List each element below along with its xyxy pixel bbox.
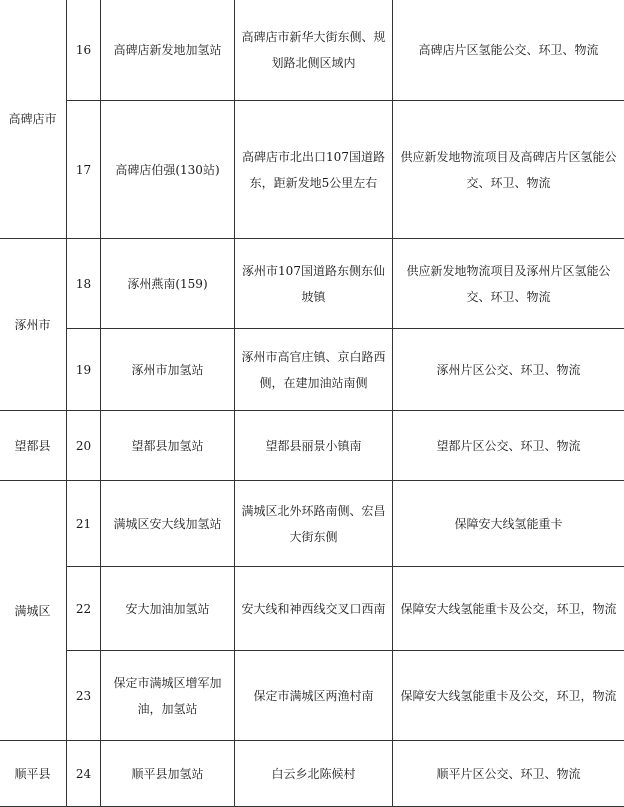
- station-purpose: 顺平片区公交、环卫、物流: [393, 741, 624, 807]
- station-location: 高碑店市北出口107国道路东，距新发地5公里左右: [235, 101, 393, 239]
- station-location: 白云乡北陈候村: [235, 741, 393, 807]
- station-purpose: 望都片区公交、环卫、物流: [393, 411, 624, 481]
- region-cell: 顺平县: [0, 741, 67, 807]
- station-name: 涿州燕南(159): [101, 239, 235, 329]
- row-number: 20: [67, 411, 101, 481]
- station-name: 高碑店新发地加氢站: [101, 0, 235, 101]
- row-number: 22: [67, 567, 101, 651]
- station-location: 满城区北外环路南侧、宏昌大街东侧: [235, 481, 393, 567]
- station-name: 保定市满城区增军加油，加氢站: [101, 651, 235, 741]
- station-purpose: 保障安大线氢能重卡及公交，环卫，物流: [393, 567, 624, 651]
- row-number: 17: [67, 101, 101, 239]
- station-purpose: 供应新发地物流项目及涿州片区氢能公交、环卫、物流: [393, 239, 624, 329]
- station-location: 高碑店市新华大街东侧、规划路北侧区域内: [235, 0, 393, 101]
- table-row: [0, 0, 624, 101]
- station-location: 望都县丽景小镇南: [235, 411, 393, 481]
- table-row: [0, 239, 624, 329]
- table-row: [0, 101, 624, 239]
- table-row: [0, 411, 624, 481]
- station-purpose: 高碑店片区氢能公交、环卫、物流: [393, 0, 624, 101]
- row-number: 18: [67, 239, 101, 329]
- region-cell: 高碑店市: [0, 0, 67, 239]
- row-number: 16: [67, 0, 101, 101]
- row-number: 21: [67, 481, 101, 567]
- station-purpose: 保障安大线氢能重卡: [393, 481, 624, 567]
- region-cell: 望都县: [0, 411, 67, 481]
- table-row: [0, 329, 624, 411]
- station-name: 满城区安大线加氢站: [101, 481, 235, 567]
- table-row: [0, 567, 624, 651]
- table-row: [0, 651, 624, 741]
- station-name: 望都县加氢站: [101, 411, 235, 481]
- table-row: [0, 741, 624, 807]
- station-purpose: 涿州片区公交、环卫、物流: [393, 329, 624, 411]
- row-number: 24: [67, 741, 101, 807]
- station-name: 安大加油加氢站: [101, 567, 235, 651]
- station-name: 高碑店伯强(130站): [101, 101, 235, 239]
- station-name: 顺平县加氢站: [101, 741, 235, 807]
- station-location: 安大线和神西线交叉口西南: [235, 567, 393, 651]
- row-number: 23: [67, 651, 101, 741]
- region-cell: 满城区: [0, 481, 67, 741]
- station-location: 涿州市高官庄镇、京白路西侧，在建加油站南侧: [235, 329, 393, 411]
- station-name: 涿州市加氢站: [101, 329, 235, 411]
- station-purpose: 供应新发地物流项目及高碑店片区氢能公交、环卫、物流: [393, 101, 624, 239]
- table-row: [0, 481, 624, 567]
- station-location: 保定市满城区两渔村南: [235, 651, 393, 741]
- region-cell: 涿州市: [0, 239, 67, 411]
- station-location: 涿州市107国道路东侧东仙坡镇: [235, 239, 393, 329]
- station-purpose: 保障安大线氢能重卡及公交，环卫，物流: [393, 651, 624, 741]
- row-number: 19: [67, 329, 101, 411]
